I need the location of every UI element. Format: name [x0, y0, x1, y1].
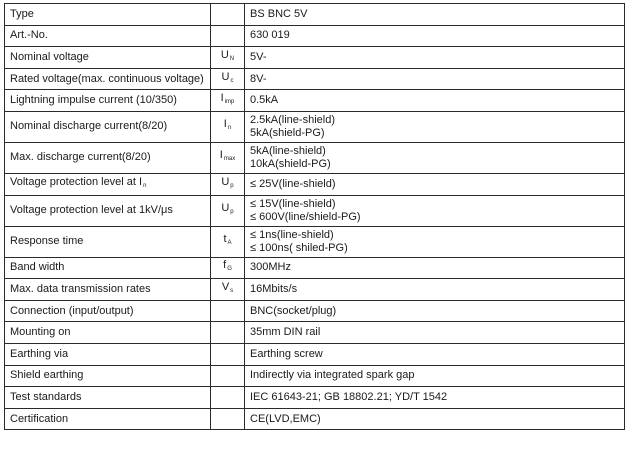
spec-value-cell	[245, 25, 625, 47]
spec-symbol: f	[223, 259, 227, 272]
spec-value-cell	[245, 343, 625, 365]
spec-value-cell	[245, 142, 625, 173]
spec-value-line: ≤ 600V(line/shield-PG)	[250, 210, 361, 223]
spec-value-line: ≤ 100ns( shiled-PG)	[250, 241, 348, 254]
spec-parameter-cell	[5, 300, 211, 322]
spec-table-body	[5, 4, 625, 430]
spec-symbol-subscript: p	[230, 182, 234, 189]
spec-value-line: 300MHz	[250, 261, 291, 274]
spec-symbol-cell	[211, 111, 245, 142]
spec-row	[5, 322, 625, 344]
spec-symbol-subscript: max	[223, 156, 236, 163]
spec-value-cell	[245, 195, 625, 226]
spec-symbol-cell	[211, 387, 245, 409]
spec-parameter-label: Certification	[10, 412, 69, 425]
spec-row	[5, 142, 625, 173]
spec-parameter-cell	[5, 173, 211, 195]
spec-symbol-subscript: N	[229, 55, 235, 62]
spec-symbol-cell	[211, 408, 245, 430]
spec-parameter-label: Voltage protection level at I	[10, 175, 143, 188]
spec-symbol-cell	[211, 173, 245, 195]
spec-symbol-subscript: n	[227, 125, 232, 132]
spec-parameter-label: Lightning impulse current (10/350)	[10, 94, 177, 107]
spec-row	[5, 257, 625, 279]
spec-row	[5, 343, 625, 365]
spec-parameter-cell	[5, 25, 211, 47]
spec-symbol: U	[221, 70, 230, 83]
spec-value-line: CE(LVD,EMC)	[250, 412, 321, 425]
spec-value-cell	[245, 257, 625, 279]
spec-value-cell	[245, 226, 625, 257]
spec-value-line: IEC 61643-21; GB 18802.21; YD/T 1542	[250, 390, 448, 403]
spec-symbol-subscript: p	[230, 209, 234, 216]
spec-symbol-cell	[211, 300, 245, 322]
spec-row	[5, 4, 625, 26]
spec-value-line: 2.5kA(line-shield)	[250, 113, 335, 126]
spec-symbol-cell	[211, 47, 245, 69]
spec-parameter-label: Type	[10, 7, 34, 20]
spec-parameter-cell	[5, 195, 211, 226]
spec-value-line: Indirectly via integrated spark gap	[250, 369, 415, 382]
spec-row	[5, 173, 625, 195]
spec-value-line: 8V-	[250, 72, 267, 85]
spec-symbol: I	[223, 118, 227, 131]
spec-value-cell	[245, 365, 625, 387]
spec-parameter-label: Nominal discharge current(8/20)	[10, 120, 168, 133]
spec-symbol-cell	[211, 279, 245, 301]
spec-parameter-cell	[5, 387, 211, 409]
spec-value-cell	[245, 111, 625, 142]
spec-table	[4, 3, 625, 430]
spec-parameter-label: Connection (input/output)	[10, 304, 134, 317]
spec-parameter-cell	[5, 257, 211, 279]
spec-symbol-cell	[211, 4, 245, 26]
spec-value-line: 630 019	[250, 29, 290, 42]
spec-parameter-label: Test standards	[10, 390, 82, 403]
spec-value-cell	[245, 322, 625, 344]
spec-parameter-cell	[5, 111, 211, 142]
spec-parameter-label: Band width	[10, 261, 65, 274]
spec-parameter-label: Max. discharge current(8/20)	[10, 151, 151, 164]
spec-value-cell	[245, 173, 625, 195]
spec-symbol-subscript: imp	[224, 99, 235, 106]
spec-symbol-cell	[211, 257, 245, 279]
spec-parameter-label: Earthing via	[10, 347, 69, 360]
spec-parameter-cell	[5, 322, 211, 344]
spec-parameter-label: Voltage protection level at 1kV/μs	[10, 204, 173, 217]
spec-value-line: 10kA(shield-PG)	[250, 157, 331, 170]
spec-row	[5, 300, 625, 322]
spec-row	[5, 25, 625, 47]
spec-value-cell	[245, 90, 625, 112]
spec-symbol-cell	[211, 365, 245, 387]
spec-value-line: ≤ 25V(line-shield)	[250, 177, 336, 190]
spec-symbol: t	[223, 233, 227, 246]
spec-symbol-cell	[211, 142, 245, 173]
spec-value-line: 16Mbits/s	[250, 282, 298, 295]
spec-symbol-subscript: G	[227, 266, 232, 273]
spec-symbol: I	[220, 92, 224, 105]
spec-symbol-cell	[211, 226, 245, 257]
spec-parameter-label: Art.-No.	[10, 29, 48, 42]
spec-parameter-subscript: n	[143, 182, 147, 189]
spec-row	[5, 279, 625, 301]
spec-value-line: BNC(socket/plug)	[250, 304, 337, 317]
spec-parameter-label: Max. data transmission rates	[10, 282, 151, 295]
spec-symbol-cell	[211, 90, 245, 112]
spec-parameter-cell	[5, 365, 211, 387]
spec-symbol: U	[221, 202, 230, 215]
spec-symbol-cell	[211, 25, 245, 47]
spec-row	[5, 90, 625, 112]
spec-value-line: 35mm DIN rail	[250, 326, 321, 339]
spec-value-line: 5kA(shield-PG)	[250, 126, 325, 139]
spec-value-cell	[245, 387, 625, 409]
spec-symbol-subscript: s	[230, 287, 234, 294]
spec-symbol-cell	[211, 68, 245, 90]
spec-row	[5, 365, 625, 387]
spec-row	[5, 226, 625, 257]
spec-row	[5, 111, 625, 142]
spec-parameter-label: Nominal voltage	[10, 50, 89, 63]
spec-value-cell	[245, 300, 625, 322]
spec-value-line: 5kA(line-shield)	[250, 144, 326, 157]
spec-parameter-label: Mounting on	[10, 326, 71, 339]
spec-row	[5, 408, 625, 430]
spec-parameter-label: Rated voltage(max. continuous voltage)	[10, 72, 204, 85]
spec-value-cell	[245, 279, 625, 301]
spec-value-line: ≤ 1ns(line-shield)	[250, 228, 334, 241]
spec-value-line: 0.5kA	[250, 94, 279, 107]
spec-value-cell	[245, 68, 625, 90]
spec-parameter-cell	[5, 408, 211, 430]
spec-row	[5, 47, 625, 69]
spec-symbol-cell	[211, 195, 245, 226]
spec-value-line: BS BNC 5V	[250, 7, 308, 20]
spec-parameter-cell	[5, 4, 211, 26]
spec-value-line: 5V-	[250, 50, 267, 63]
spec-parameter-label: Response time	[10, 235, 84, 248]
spec-parameter-cell	[5, 68, 211, 90]
spec-parameter-cell	[5, 343, 211, 365]
spec-symbol: V	[221, 280, 230, 293]
spec-row	[5, 387, 625, 409]
spec-row	[5, 195, 625, 226]
spec-symbol: U	[221, 175, 230, 188]
spec-value-cell	[245, 408, 625, 430]
spec-symbol: U	[220, 48, 229, 61]
spec-symbol-subscript: A	[227, 240, 232, 247]
spec-value-line: Earthing screw	[250, 347, 323, 360]
spec-symbol: I	[219, 149, 223, 162]
spec-parameter-cell	[5, 47, 211, 69]
spec-parameter-cell	[5, 279, 211, 301]
spec-symbol-subscript: c	[230, 77, 234, 84]
spec-value-cell	[245, 4, 625, 26]
spec-symbol-cell	[211, 343, 245, 365]
spec-parameter-cell	[5, 142, 211, 173]
spec-value-line: ≤ 15V(line-shield)	[250, 197, 336, 210]
spec-parameter-cell	[5, 90, 211, 112]
spec-symbol-cell	[211, 322, 245, 344]
spec-parameter-label: Shield earthing	[10, 369, 84, 382]
spec-parameter-cell	[5, 226, 211, 257]
spec-value-cell	[245, 47, 625, 69]
spec-row	[5, 68, 625, 90]
